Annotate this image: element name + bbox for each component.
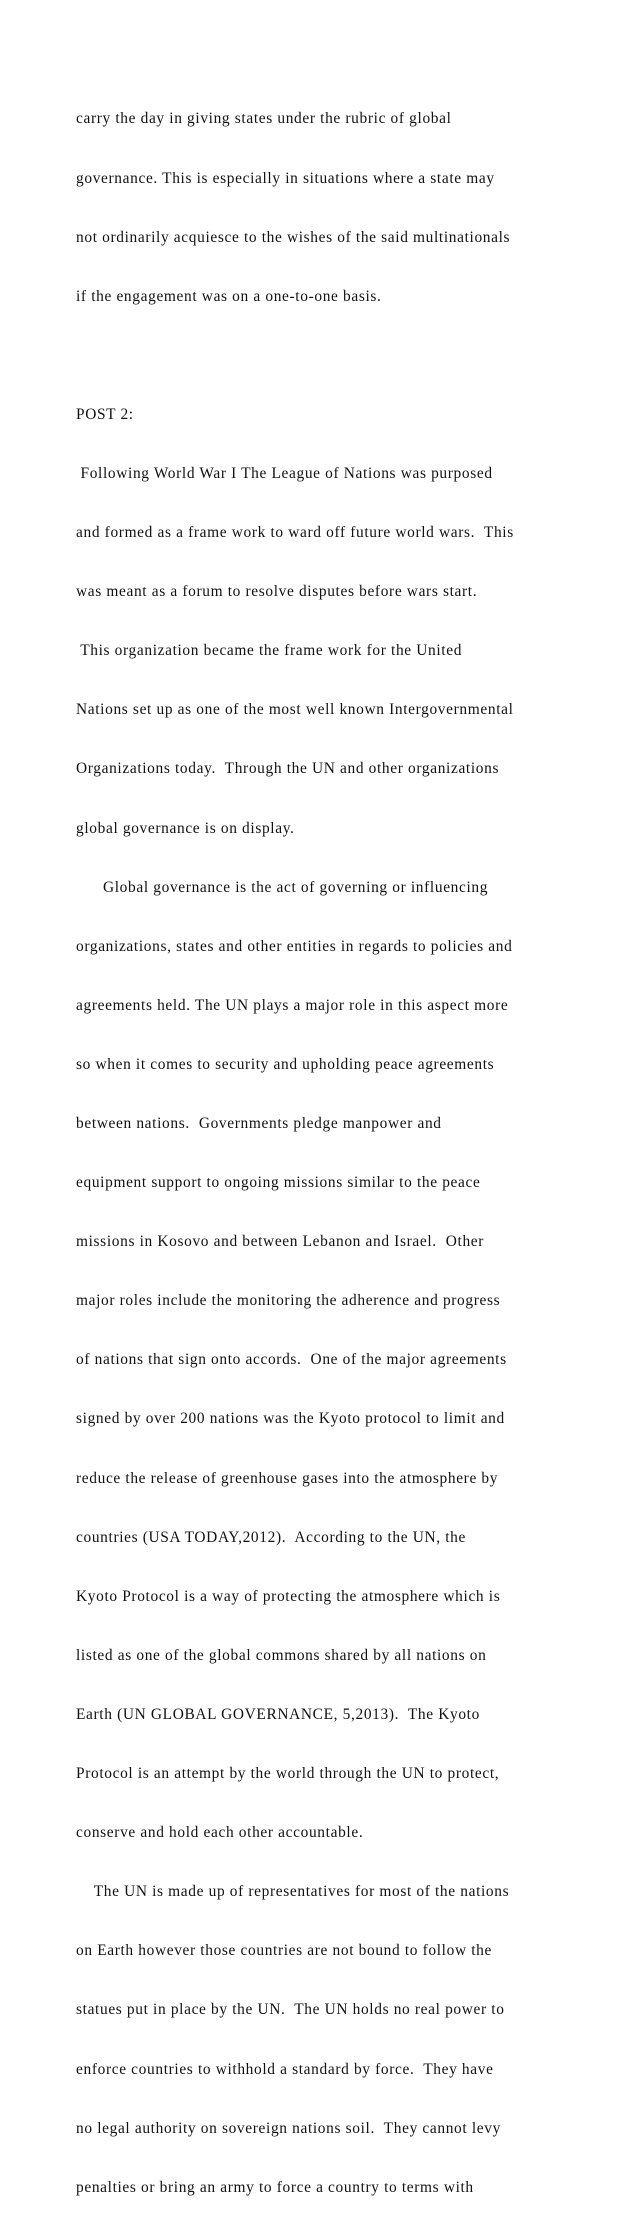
text-line: penalties or bring an army to force a country to terms with	[76, 2178, 474, 2196]
text-line: conserve and hold each other accountable.	[76, 1824, 364, 1842]
text-line: reduce the release of greenhouse gases into the atmosphere by	[76, 1469, 499, 1487]
text-line: between nations. Governments pledge manpower and	[76, 1115, 442, 1132]
text-line: equipment support to ongoing missions similar to the peace	[76, 1174, 481, 1192]
blank-line	[76, 346, 616, 366]
text-line: countries (USA TODAY,2012). According to the UN, the	[76, 1528, 466, 1546]
text-line: missions in Kosovo and between Lebanon and Israel. Other	[76, 1233, 485, 1251]
text-line: statues put in place by the UN. The UN holds no real power to	[76, 2001, 505, 2019]
text-line: major roles include the monitoring the adherence and progress	[76, 1292, 501, 1310]
text-line: This organization became the frame work for the United	[76, 642, 463, 660]
text-line: Organizations today. Through the UN and other organizations	[76, 760, 500, 778]
text-line: not ordinarily acquiesce to the wishes of the said multinationals	[76, 228, 511, 246]
text-line: enforce countries to withhold a standard by force. They have	[76, 2060, 494, 2078]
document-body	[76, 70, 616, 2237]
text-line: governance. This is especially in situations where a state may	[76, 169, 495, 187]
text-line: Earth (UN GLOBAL GOVERNANCE, 5,2013). The Kyoto	[76, 1705, 480, 1723]
text-line: agreements held. The UN plays a major role in this aspect more	[76, 996, 509, 1014]
text-line: The UN is made up of representatives for most of the nations	[76, 1883, 510, 1901]
text-line: and formed as a frame work to ward off future world wars. This	[76, 524, 514, 542]
text-line: on Earth however those countries are not bound to follow the	[76, 1942, 492, 1960]
text-line: listed as one of the global commons shared by all nations on	[76, 1646, 487, 1664]
text-line: signed by over 200 nations was the Kyoto protocol to limit and	[76, 1410, 505, 1428]
text-line: Global governance is the act of governing or influencing	[76, 878, 489, 896]
text-line: carry the day in giving states under the rubric of global	[76, 110, 452, 128]
text-line: Nations set up as one of the most well known Intergovernmental	[76, 701, 514, 719]
text-line: Protocol is an attempt by the world through the UN to protect,	[76, 1765, 500, 1783]
text-line: Kyoto Protocol is a way of protecting the atmosphere which is	[76, 1587, 501, 1605]
text-line: so when it comes to security and upholding peace agreements	[76, 1055, 495, 1073]
text-line: if the engagement was on a one-to-one basis.	[76, 287, 382, 305]
text-line: no legal authority on sovereign nations soil. They cannot levy	[76, 2119, 501, 2137]
text-line: of nations that sign onto accords. One of the major agreements	[76, 1351, 507, 1369]
text-line: was meant as a forum to resolve disputes before wars start.	[76, 583, 478, 601]
text-line: global governance is on display.	[76, 819, 295, 837]
text-line: Following World War I The League of Nations was purposed	[76, 464, 493, 482]
text-line: organizations, states and other entities in regards to policies and	[76, 937, 513, 955]
section-heading: POST 2:	[76, 405, 134, 423]
